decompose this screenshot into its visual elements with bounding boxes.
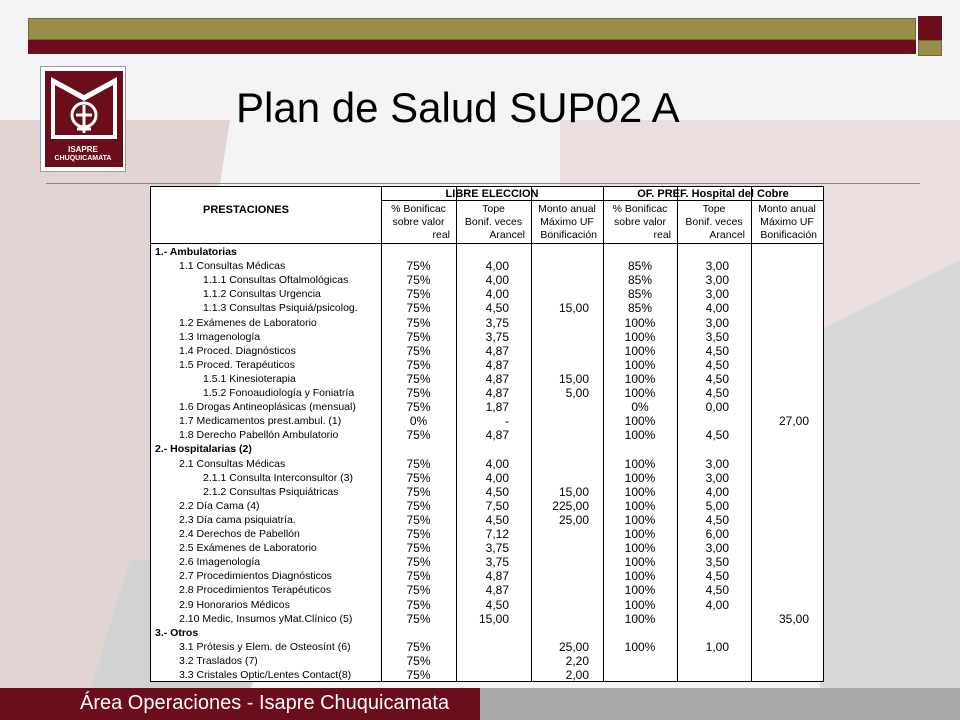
footer-text: Área Operaciones - Isapre Chuquicamata: [80, 692, 450, 714]
table-row-label: 1.1.3 Consultas Psiquiá/psicolog.: [203, 302, 358, 315]
column-header: real: [432, 229, 450, 241]
table-cell-value: 4,00: [705, 301, 729, 316]
column-header: Máximo UF: [540, 216, 594, 228]
table-cell-value: 100%: [624, 527, 656, 541]
table-cell-value: 4,50: [485, 301, 509, 316]
title-divider: [46, 183, 920, 184]
table-cell-value: 4,50: [485, 597, 509, 612]
table-cell-value: 0%: [631, 400, 649, 415]
table-cell-value: 75%: [406, 273, 431, 288]
column-header: Tope: [482, 203, 505, 215]
table-cell-value: 75%: [406, 343, 431, 358]
table-cell-value: 75%: [406, 456, 431, 471]
table-cell-value: 4,00: [485, 470, 509, 485]
table-cell-value: 4,50: [485, 512, 509, 527]
table-row-label: 1.3 Imagenología: [179, 330, 261, 343]
table-cell-value: 75%: [406, 498, 431, 513]
table-cell-value: 4,87: [485, 371, 509, 386]
table-cell-value: 25,00: [558, 639, 589, 654]
table-cell-value: -: [505, 414, 509, 429]
table-row-label: 2.- Hospitalarias (2): [155, 443, 252, 456]
table-cell-value: 2,00: [565, 668, 589, 682]
table-cell-value: 100%: [624, 428, 656, 443]
column-header: Bonificación: [760, 229, 817, 241]
table-cell-value: 4,00: [485, 273, 509, 288]
table-cell-value: 100%: [624, 639, 656, 654]
table-cell-value: 4,50: [485, 484, 509, 499]
column-header: Monto anual: [538, 203, 596, 215]
banner-corner-square: [918, 16, 942, 40]
table-cell-value: 3,75: [485, 555, 509, 570]
table-row-label: 1.5.1 Kinesioterapia: [203, 372, 296, 385]
table-cell-value: 15,00: [558, 484, 589, 499]
table-row-label: 1.1.2 Consultas Urgencia: [203, 288, 321, 301]
header-prestaciones: PRESTACIONES: [203, 204, 289, 216]
table-header-divider: [151, 243, 823, 244]
table-cell-value: 75%: [406, 668, 431, 682]
table-cell-value: 100%: [624, 583, 656, 598]
table-cell-value: 75%: [406, 470, 431, 485]
table-row-label: 2.1.2 Consultas Psiquiátricas: [203, 485, 339, 498]
column-header: Arancel: [709, 229, 745, 241]
table-cell-value: 1,00: [705, 639, 729, 654]
table-row-label: 2.3 Día cama psiquiatría.: [179, 513, 296, 526]
table-row-label: 3.1 Prótesis y Elem. de Osteosínt (6): [179, 640, 351, 653]
top-banner: [28, 18, 916, 54]
table-cell-value: 75%: [406, 597, 431, 612]
table-cell-value: 3,00: [705, 259, 729, 274]
table-cell-value: 85%: [627, 273, 653, 288]
column-header: Bonif. veces: [464, 216, 523, 228]
table-cell-value: 100%: [624, 597, 656, 612]
group-header-hospital-cobre: OF. PREF. Hospital del Cobre: [637, 188, 789, 200]
table-cell-value: 4,50: [705, 357, 729, 372]
column-header: sobre valor: [392, 216, 445, 228]
table-cell-value: 85%: [627, 259, 653, 274]
table-cell-value: 5,00: [565, 386, 589, 400]
table-cell-value: 100%: [624, 555, 656, 570]
table-cell-value: 4,50: [705, 583, 729, 598]
banner-corner-square-olive: [918, 40, 942, 56]
table-cell-value: 100%: [624, 484, 656, 499]
table-cell-value: 75%: [406, 386, 431, 400]
table-cell-value: 3,75: [485, 329, 509, 344]
table-cell-value: 75%: [406, 512, 431, 527]
table-cell-value: 75%: [406, 329, 431, 344]
table-cell-value: 7,12: [485, 527, 509, 541]
table-column-divider: [531, 187, 532, 681]
table-cell-value: 75%: [406, 639, 431, 654]
table-cell-value: 4,87: [485, 569, 509, 584]
table-cell-value: 4,87: [485, 428, 509, 443]
table-cell-value: 75%: [406, 555, 431, 570]
table-cell-value: 27,00: [778, 414, 809, 429]
table-cell-value: 15,00: [558, 371, 589, 386]
table-row-label: 2.4 Derechos de Pabellón: [179, 528, 300, 540]
table-cell-value: 75%: [406, 611, 431, 626]
table-cell-value: 100%: [624, 569, 656, 584]
table-cell-value: 7,50: [485, 498, 509, 513]
table-cell-value: 4,00: [485, 456, 509, 471]
table-cell-value: 4,00: [705, 597, 729, 612]
table-cell-value: 3,75: [485, 315, 509, 330]
table-cell-value: 4,50: [705, 428, 729, 443]
column-header: Bonif. veces: [685, 216, 743, 228]
table-cell-value: 100%: [624, 498, 656, 513]
table-cell-value: 75%: [406, 315, 431, 330]
table-cell-value: 3,75: [485, 541, 509, 556]
table-cell-value: 4,50: [705, 343, 729, 358]
table-cell-value: 75%: [406, 428, 431, 443]
table-row-label: 2.7 Procedimientos Diagnósticos: [179, 570, 332, 583]
table-cell-value: 75%: [406, 527, 431, 541]
column-header: Máximo UF: [760, 216, 814, 228]
table-cell-value: 75%: [406, 541, 431, 556]
column-header: Arancel: [489, 229, 525, 241]
table-cell-value: 100%: [624, 343, 656, 358]
table-row-label: 3.2 Traslados (7): [179, 654, 258, 667]
table-row-label: 1.7 Medicamentos prest.ambul. (1): [179, 415, 342, 428]
table-cell-value: 3,00: [705, 273, 729, 288]
logo-text-isapre: ISAPRE: [68, 145, 98, 154]
table-cell-value: 3,50: [705, 555, 729, 570]
table-row-label: 2.2 Día Cama (4): [179, 499, 260, 512]
logo-text-chuquicamata: CHUQUICAMATA: [54, 155, 112, 162]
column-header: Monto anual: [758, 203, 816, 215]
table-cell-value: 4,87: [485, 357, 509, 372]
table-cell-value: 4,00: [485, 259, 509, 274]
table-cell-value: 15,00: [478, 611, 509, 626]
table-row-label: 2.6 Imagenología: [179, 556, 261, 569]
table-cell-value: 100%: [624, 470, 656, 485]
table-cell-value: 3,00: [705, 315, 729, 330]
column-header: % Bonificac: [391, 203, 446, 215]
table-cell-value: 35,00: [778, 611, 809, 626]
table-cell-value: 4,50: [705, 569, 729, 584]
table-cell-value: 75%: [406, 653, 431, 668]
table-cell-value: 4,87: [485, 386, 509, 400]
table-cell-value: 3,00: [705, 541, 729, 556]
table-row-label: 2.1 Consultas Médicas: [179, 457, 286, 470]
table-cell-value: 0%: [409, 414, 428, 429]
table-cell-value: 75%: [406, 259, 431, 274]
table-row-label: 1.- Ambulatorias: [155, 246, 237, 258]
table-cell-value: 75%: [406, 357, 431, 372]
table-row-label: 2.8 Procedimientos Terapéuticos: [179, 584, 332, 597]
table-cell-value: 225,00: [552, 498, 589, 513]
table-cell-value: 15,00: [558, 301, 589, 316]
table-cell-value: 100%: [624, 371, 656, 386]
table-cell-value: 100%: [624, 386, 656, 400]
column-header: Bonificación: [540, 229, 597, 241]
table-cell-value: 25,00: [558, 512, 589, 527]
table-cell-value: 4,87: [485, 583, 509, 598]
table-cell-value: 100%: [624, 329, 656, 344]
table-row-label: 2.1.1 Consulta Interconsultor (3): [203, 471, 353, 484]
table-cell-value: 4,50: [705, 386, 729, 400]
group-header-libre-eleccion: LIBRE ELECCION: [445, 188, 539, 200]
table-cell-value: 3,00: [705, 287, 729, 302]
table-row-label: 3.- Otros: [155, 626, 199, 639]
table-cell-value: 4,00: [705, 484, 729, 499]
table-row-label: 1.2 Exámenes de Laboratorio: [179, 316, 317, 329]
table-cell-value: 100%: [624, 541, 656, 556]
column-header: % Bonificac: [612, 203, 668, 215]
table-row-label: 1.5 Proced. Terapéuticos: [179, 358, 295, 371]
table-column-divider: [751, 187, 752, 681]
table-header-divider: [381, 200, 823, 201]
table-row-label: 1.6 Drogas Antineoplásicas (mensual): [179, 401, 356, 414]
column-header: real: [653, 229, 671, 241]
table-cell-value: 100%: [624, 456, 656, 471]
table-cell-value: 4,50: [705, 371, 729, 386]
table-cell-value: 6,00: [705, 527, 729, 541]
table-cell-value: 75%: [406, 400, 431, 415]
table-cell-value: 3,00: [705, 470, 729, 485]
column-header: sobre valor: [614, 216, 666, 228]
page-title: Plan de Salud SUP02 A: [236, 84, 680, 131]
table-row-label: 1.5.2 Fonoaudiología y Foniatría: [203, 387, 355, 399]
plan-table: [150, 186, 824, 682]
table-cell-value: 100%: [624, 414, 656, 429]
table-cell-value: 2,20: [565, 653, 589, 668]
isapre-logo: [40, 66, 126, 172]
table-cell-value: 100%: [624, 315, 656, 330]
table-row-label: 3.3 Cristales Optic/Lentes Contact(8): [179, 669, 352, 681]
table-row-label: 2.5 Exámenes de Laboratorio: [179, 542, 317, 555]
table-cell-value: 75%: [406, 484, 431, 499]
table-cell-value: 3,50: [705, 329, 729, 344]
column-header: Tope: [702, 203, 726, 215]
table-cell-value: 75%: [406, 583, 431, 598]
table-cell-value: 4,50: [705, 512, 729, 527]
table-cell-value: 85%: [627, 301, 653, 316]
table-row-label: 2.10 Medic, Insumos yMat.Clínico (5): [179, 612, 353, 625]
table-cell-value: 100%: [624, 357, 656, 372]
footer-bar: [0, 688, 960, 720]
table-cell-value: 100%: [624, 611, 656, 626]
table-row-label: 1.8 Derecho Pabellón Ambulatorio: [179, 429, 339, 442]
table-cell-value: 100%: [624, 512, 656, 527]
table-cell-value: 75%: [406, 287, 431, 302]
table-row-label: 2.9 Honorarios Médicos: [179, 598, 290, 611]
table-row-label: 1.1 Consultas Médicas: [179, 260, 286, 273]
table-row-label: 1.1.1 Consultas Oftalmológicas: [203, 274, 349, 287]
table-cell-value: 75%: [406, 301, 431, 316]
table-row-label: 1.4 Proced. Diagnósticos: [179, 344, 296, 357]
table-cell-value: 5,00: [705, 498, 729, 513]
table-cell-value: 3,00: [705, 456, 729, 471]
table-cell-value: 4,00: [485, 287, 509, 302]
table-cell-value: 75%: [406, 569, 431, 584]
table-cell-value: 85%: [627, 287, 653, 302]
table-cell-value: 75%: [406, 371, 431, 386]
table-cell-value: 1,87: [485, 400, 509, 415]
table-cell-value: 0,00: [705, 400, 729, 415]
table-cell-value: 4,87: [485, 343, 509, 358]
